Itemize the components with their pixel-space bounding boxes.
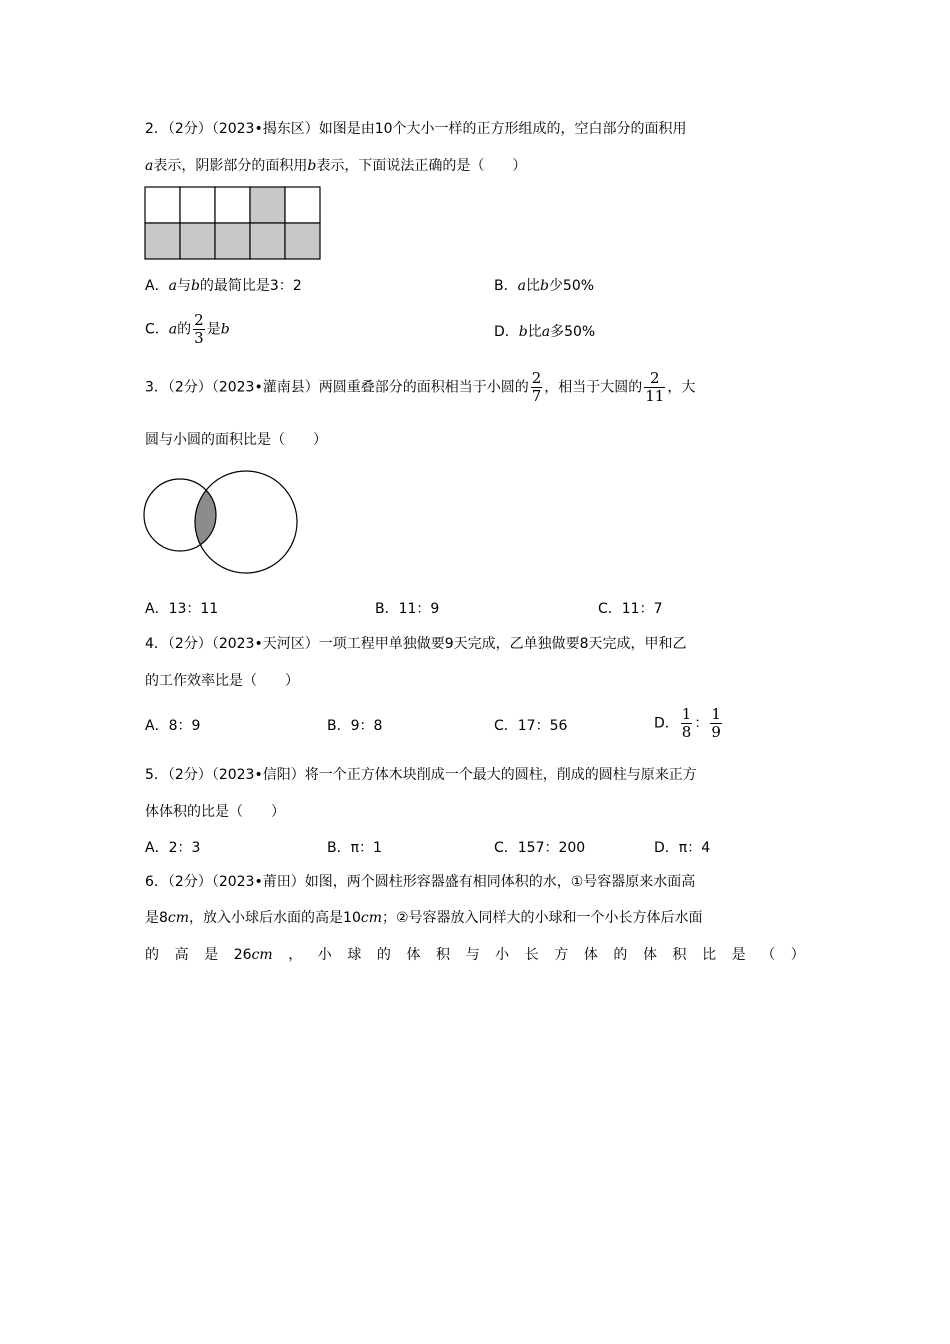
- q6-line3-token: 小: [317, 947, 332, 963]
- q6-line3-token: 的: [613, 947, 628, 963]
- q4-stem-line1: 4．（2分）（2023•天河区）一项工程甲单独做要9天完成，乙单独做要8天完成，甲和乙: [145, 636, 687, 652]
- option-letter: D．: [494, 324, 519, 340]
- q4-option-a[interactable]: A．8：9: [145, 718, 201, 734]
- option-text: 的最简比是3：2: [199, 278, 302, 294]
- q5-stem-line1: 5．（2分）（2023•信阳）将一个正方体木块削成一个最大的圆柱，削成的圆柱与原来正方: [145, 767, 697, 783]
- fraction-two-sevenths: [531, 370, 543, 405]
- q5-stem-line2: 体体积的比是（ ）: [145, 804, 285, 820]
- grid-cell-shaded: [285, 223, 320, 259]
- q4-option-b[interactable]: B．9：8: [327, 718, 383, 734]
- q6-line3-token: 球: [347, 947, 362, 963]
- fraction-one-eighth: [681, 706, 693, 741]
- fraction-numerator: 2: [194, 311, 204, 329]
- q6-line3-token: 体: [642, 947, 657, 963]
- grid-cell-blank: [285, 187, 320, 223]
- fraction-one-ninth: [710, 706, 722, 741]
- option-letter: B．: [494, 278, 518, 294]
- q6-line3-token: 比: [702, 947, 717, 963]
- q3-stem-line1: [145, 370, 695, 405]
- option-letter: C．: [145, 321, 169, 338]
- q6-line3-token: 体: [406, 947, 421, 963]
- q6-line3-token: 与: [465, 947, 480, 963]
- unit-cm: cm: [360, 910, 382, 926]
- option-var: b: [539, 278, 549, 294]
- fraction-numerator: 2: [531, 369, 542, 387]
- q3-stem-line2: 圆与小圆的面积比是（ ）: [145, 432, 327, 448]
- q5-option-c[interactable]: C．157：200: [494, 840, 586, 856]
- q3-stem-text: 3．（2分）（2023•灌南县）两圆重叠部分的面积相当于小圆的: [145, 379, 529, 396]
- fraction-numerator: 1: [681, 705, 692, 723]
- q3-option-b[interactable]: B．11：9: [375, 601, 440, 617]
- q2-stem-line1: 2．（2分）（2023•揭东区）如图是由10个大小一样的正方形组成的，空白部分的面积用: [145, 121, 687, 137]
- option-letter: D．: [654, 715, 679, 732]
- q6-stem-line2: [145, 908, 703, 928]
- q6-stem-line1: 6．（2分）（2023•莆田）如图，两个圆柱形容器盛有相同体积的水，①号容器原来水面高: [145, 874, 696, 890]
- grid-cell-shaded: [250, 187, 285, 223]
- fraction-denominator: 9: [711, 723, 721, 741]
- q6-line3-token: 长: [524, 947, 539, 963]
- option-text: 多50%: [550, 324, 596, 340]
- option-letter: A．: [145, 278, 169, 294]
- q6-stem-text: ，放入小球后水面的高是10: [189, 910, 361, 926]
- q6-stem-text: ；②号容器放入同样大的小球和一个小长方体后水面: [382, 910, 703, 926]
- q2-option-b[interactable]: [494, 276, 594, 296]
- q3-stem-text: ，大: [667, 379, 696, 396]
- option-text: 的: [177, 321, 192, 338]
- q6-line3-token: 的: [376, 947, 391, 963]
- option-var: b: [220, 321, 230, 338]
- unit-cm: cm: [167, 910, 190, 926]
- option-text: 是: [206, 321, 221, 338]
- option-var: a: [168, 321, 178, 338]
- q5-option-a[interactable]: A．2：3: [145, 840, 201, 856]
- fraction-denominator: 11: [645, 387, 665, 405]
- fraction-numerator: 1: [711, 705, 721, 723]
- q6-line3-token: ）: [790, 947, 805, 963]
- q6-line3-token: 的: [145, 947, 159, 963]
- fraction-two-thirds: [193, 312, 205, 347]
- q6-line3-token: 积: [672, 947, 687, 963]
- q6-line3-token: 26: [233, 947, 252, 963]
- grid-cell-shaded: [250, 223, 285, 259]
- fraction-denominator: 8: [681, 723, 692, 741]
- q6-line3-token: 是: [204, 947, 219, 963]
- option-text: 少50%: [548, 278, 595, 294]
- q3-option-a[interactable]: A．13：11: [145, 601, 219, 617]
- q6-line3-token: 是: [731, 947, 746, 963]
- grid-cell-blank: [145, 187, 180, 223]
- q6-line3-token: 方: [554, 947, 569, 963]
- q3-stem-text: ，相当于大圆的: [544, 379, 643, 396]
- q4-option-d[interactable]: [654, 706, 724, 741]
- q6-line3-token: 高: [174, 947, 189, 963]
- option-var: b: [190, 278, 200, 294]
- fraction-denominator: 3: [194, 329, 204, 347]
- q6-line3-measure: [234, 945, 273, 965]
- q6-line3-token: （: [761, 947, 776, 963]
- fraction-denominator: 7: [531, 387, 542, 405]
- unit-cm: cm: [251, 947, 273, 963]
- grid-cell-blank: [180, 187, 215, 223]
- q6-line3-token: 体: [583, 947, 598, 963]
- grid-cell-shaded: [215, 223, 250, 259]
- q5-option-b[interactable]: B．π：1: [327, 840, 382, 856]
- option-var: a: [541, 324, 551, 340]
- q2-stem-line2: [145, 156, 526, 176]
- q3-option-c[interactable]: C．11：7: [598, 601, 663, 617]
- option-text: 与: [176, 278, 191, 294]
- q2-grid-figure: [144, 186, 322, 260]
- q2-var-a: a: [145, 158, 154, 174]
- q4-option-c[interactable]: C．17：56: [494, 718, 568, 734]
- q4-stem-line2: 的工作效率比是（ ）: [145, 673, 299, 689]
- q6-stem-text: 是8: [145, 910, 168, 926]
- q5-option-d[interactable]: D．π：4: [654, 840, 711, 856]
- q6-stem-line3: [145, 945, 805, 965]
- q3-venn-figure: [140, 470, 302, 576]
- grid-cell-blank: [215, 187, 250, 223]
- q2-var-b: b: [307, 158, 317, 174]
- option-var: a: [168, 278, 177, 294]
- q2-stem-text: 表示，阴影部分的面积用: [153, 158, 308, 174]
- ratio-separator: ：: [694, 715, 709, 732]
- q2-option-d[interactable]: [494, 322, 595, 342]
- fraction-two-elevenths: [644, 370, 665, 405]
- grid-cell-shaded: [180, 223, 215, 259]
- q2-stem-end: 表示，下面说法正确的是（ ）: [316, 158, 527, 174]
- q2-option-c[interactable]: [145, 312, 230, 347]
- option-var: b: [518, 324, 528, 340]
- option-var: a: [517, 278, 526, 294]
- q2-option-a[interactable]: [145, 276, 302, 296]
- q6-line3-token: 小: [495, 947, 510, 963]
- q6-line3-token: ，: [288, 947, 303, 963]
- q6-line3-token: 积: [436, 947, 451, 963]
- option-text: 比: [525, 278, 540, 294]
- fraction-numerator: 2: [644, 370, 665, 388]
- grid-cell-shaded: [145, 223, 180, 259]
- option-text: 比: [527, 324, 542, 340]
